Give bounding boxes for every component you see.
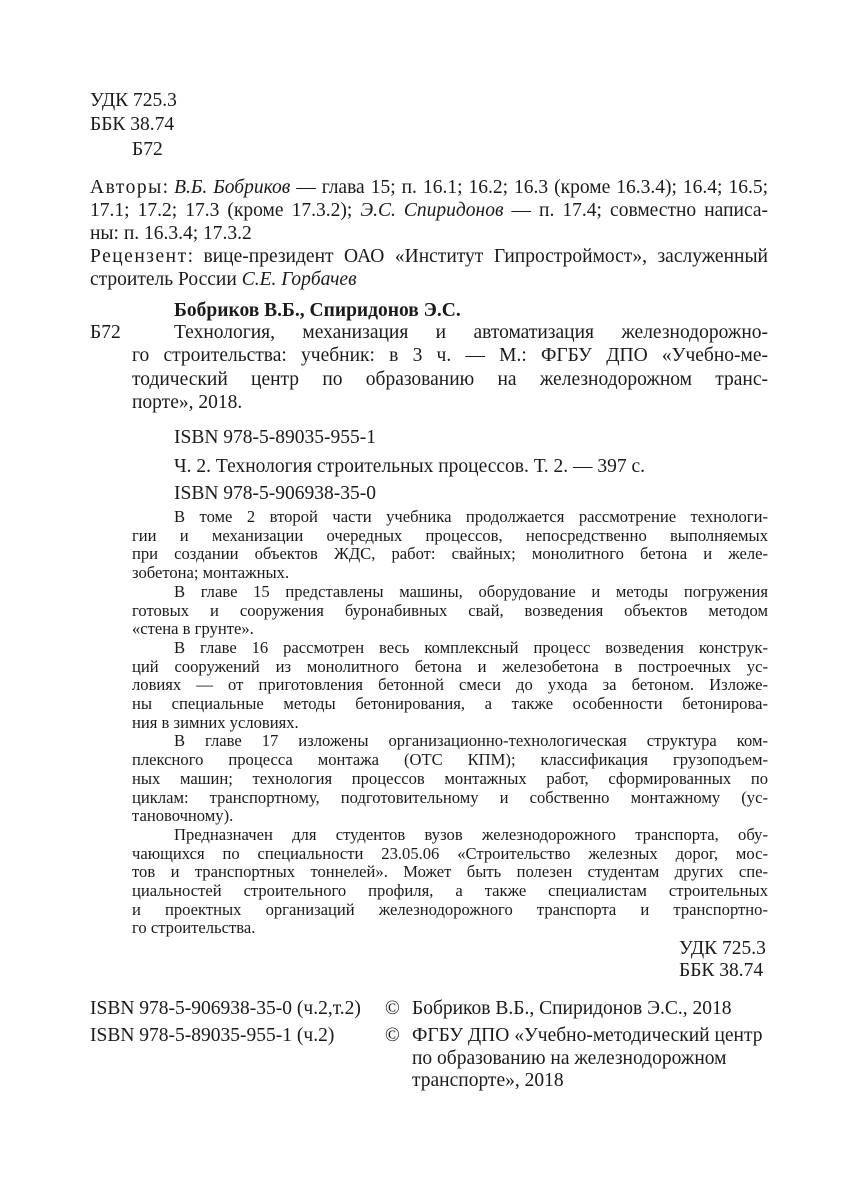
isbn-set: ISBN 978-5-89035-955-1 (174, 427, 377, 448)
person-name: В.Б. Бобриков (174, 177, 291, 198)
annotation-line: и проектных организаций железнодорожного транспорта и транспортно- (132, 899, 768, 919)
annotation-line: В главе 17 изложены организационно-технологическая структура ком- (174, 731, 768, 751)
annotation-line: при создании объектов ЖДС, работ: свайных; монолитного бетона и желе- (132, 544, 768, 564)
book-authors-heading: Бобриков В.Б., Спиридонов Э.С. (174, 300, 461, 321)
field-label: Рецензент (90, 246, 188, 267)
annotation-line: Предназначен для студентов вузов железнодорожного транспорта, обу- (174, 824, 768, 844)
reviewer-line (90, 270, 768, 290)
annotation-line: тановочному). (132, 806, 234, 826)
annotation-line: «стена в грунте». (132, 619, 254, 639)
text-segment: 17.1; 17.2; 17.3 (кроме 17.3.2); (90, 200, 361, 221)
title-line: Технология, механизация и автоматизация железнодорожно- (174, 322, 768, 343)
isbn-volume: ISBN 978-5-906938-35-0 (174, 483, 377, 504)
part-description: Ч. 2. Технология строительных процессов. Т. 2. — 397 с. (174, 456, 646, 477)
text-segment: : вице-президент ОАО «Институт Гипростроймост», заслуженный (187, 246, 768, 267)
annotation-line: В главе 16 рассмотрен весь комплексный процесс возведения конструк- (174, 637, 768, 657)
footer-bbk: ББК 38.74 (679, 960, 764, 981)
text-segment: : (162, 177, 175, 198)
annotation-line: плексного процесса монтажа (ОТС КПМ); классификация грузоподъем- (132, 750, 768, 770)
authors-line (90, 224, 768, 244)
copyright-line: транспорте», 2018 (412, 1070, 564, 1091)
annotation-line: В главе 15 представлены машины, оборудование и методы погружения (174, 581, 768, 601)
copyright-line: по образованию на железнодорожном (412, 1048, 727, 1069)
annotation-line: готовых и сооружения буронабивных свай, возведения объектов методом (132, 600, 768, 620)
annotation-line: ны специальные методы бетонирования, а также особенности бетонирова- (132, 694, 768, 713)
annotation-line: ния в зимних условиях. (132, 712, 299, 732)
annotation-line: циальностей строительного профиля, а также специалистам строительных (132, 881, 768, 900)
copyright-line: ФГБУ ДПО «Учебно-методический центр (412, 1025, 763, 1046)
title-line: тодический центр по образованию на железнодорожном транс- (132, 368, 768, 390)
book-code: Б72 (90, 322, 121, 343)
annotation-line: ловиях — от приготовления бетонной смеси до ухода за бетоном. Изложе- (132, 675, 768, 695)
title-line: порте», 2018. (132, 391, 243, 413)
udk-code: УДК 725.3 (90, 90, 177, 111)
person-name: Э.С. Спиридонов (360, 200, 504, 221)
annotation-line: го строительства. (132, 918, 256, 938)
isbn-line: ISBN 978-5-89035-955-1 (ч.2) (90, 1025, 335, 1046)
field-label: Авторы (90, 177, 163, 198)
text-segment: — п. 17.4; совместно написа- (503, 200, 768, 221)
annotation-line: циклам: транспортному, подготовительному и собственно монтажному (ус- (132, 787, 768, 807)
copyright-symbol: © (385, 998, 400, 1019)
author-mark: Б72 (132, 139, 163, 160)
annotation-line: тов и транспортных тоннелей». Может быть полезен студентам других спе- (132, 862, 768, 882)
title-line: го строительства: учебник: в 3 ч. — М.: ФГБУ ДПО «Учебно-ме- (132, 345, 768, 367)
bbk-code: ББК 38.74 (90, 114, 175, 135)
isbn-line: ISBN 978-5-906938-35-0 (ч.2,т.2) (90, 998, 361, 1019)
annotation-line: гии и механизации очередных процессов, непосредственно выполняемых (132, 525, 768, 545)
reviewer-line (90, 247, 768, 267)
annotation-line: В томе 2 второй части учебника продолжается рассмотрение технологи- (174, 507, 768, 526)
copyright-line: Бобриков В.Б., Спиридонов Э.С., 2018 (412, 998, 732, 1019)
copyright-symbol: © (385, 1025, 400, 1046)
person-name: С.Е. Горбачев (241, 269, 357, 290)
footer-udk: УДК 725.3 (679, 938, 766, 959)
text-segment: ны: п. 16.3.4; 17.3.2 (90, 223, 252, 244)
annotation-line: ций сооружений из монолитного бетона и железобетона в построечных ус- (132, 656, 768, 676)
text-segment: строитель России (90, 269, 242, 290)
authors-line (90, 201, 768, 221)
annotation-line: зобетона; монтажных. (132, 563, 290, 583)
text-segment: — глава 15; п. 16.1; 16.2; 16.3 (кроме 16.3.4); 16.4; 16.5; (290, 177, 769, 198)
annotation-line: ных машин; технология процессов монтажных работ, сформированных по (132, 768, 768, 788)
authors-line (90, 178, 768, 198)
annotation-line: чающихся по специальности 23.05.06 «Строительство железных дорог, мос- (132, 843, 768, 863)
